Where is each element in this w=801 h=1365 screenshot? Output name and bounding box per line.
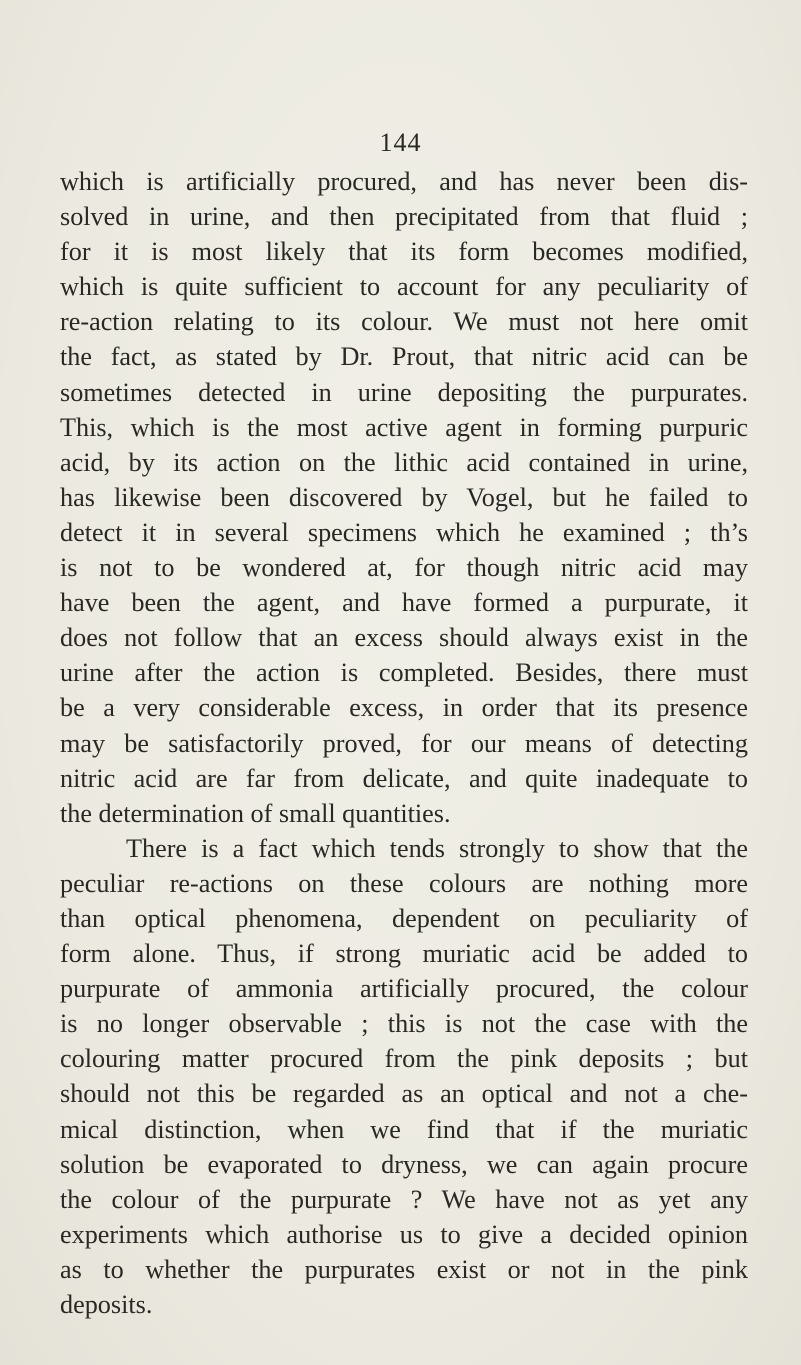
text-line: urine after the action is completed. Besides, there must (60, 658, 748, 688)
text-line: experiments which authorise us to give a decided opinion (60, 1219, 748, 1249)
text-line: be a very considerable excess, in order that its presence (60, 693, 748, 723)
text-line: colouring matter procured from the pink deposits ; but (60, 1044, 748, 1074)
text-line: nitric acid are far from delicate, and quite inadequate to (60, 763, 748, 793)
page-number: 144 (379, 128, 422, 157)
text-line: mical distinction, when we find that if the muriatic (60, 1114, 748, 1144)
paragraph-start-line: There is a fact which tends strongly to show that the (126, 833, 748, 863)
text-line: should not this be regarded as an optical and not a che- (60, 1079, 748, 1109)
text-line: than optical phenomena, dependent on peculiarity of (60, 903, 748, 933)
text-line: acid, by its action on the lithic acid contained in urine, (60, 447, 748, 477)
text-line: form alone. Thus, if strong muriatic acid be added to (60, 939, 748, 969)
text-line: is not to be wondered at, for though nitric acid may (60, 553, 748, 583)
text-line: detect it in several specimens which he examined ; th’s (60, 517, 748, 547)
text-line: peculiar re-actions on these colours are nothing more (60, 868, 748, 898)
text-line: the fact, as stated by Dr. Prout, that nitric acid can be (60, 342, 748, 372)
text-line: This, which is the most active agent in forming purpuric (60, 412, 748, 442)
text-line: is no longer observable ; this is not the case with the (60, 1009, 748, 1039)
text-line: for it is most likely that its form becomes modified, (60, 237, 748, 267)
paragraph-end-line: deposits. (60, 1290, 153, 1319)
text-line: solved in urine, and then precipitated from that fluid ; (60, 202, 748, 232)
text-line: as to whether the purpurates exist or not in the pink (60, 1254, 748, 1284)
text-line: solution be evaporated to dryness, we can again procure (60, 1149, 748, 1179)
text-line: the colour of the purpurate ? We have not as yet any (60, 1184, 748, 1214)
text-line: does not follow that an excess should always exist in the (60, 623, 748, 653)
paragraph-end-line: the determination of small quantities. (60, 798, 451, 828)
text-line: which is quite sufficient to account for any peculiarity of (60, 272, 748, 302)
text-line: sometimes detected in urine depositing the purpurates. (60, 377, 748, 407)
text-line: has likewise been discovered by Vogel, but he failed to (60, 482, 748, 512)
text-line: have been the agent, and have formed a purpurate, it (60, 588, 748, 618)
body-text (60, 164, 748, 1322)
text-line: may be satisfactorily proved, for our means of detecting (60, 728, 748, 758)
text-line: purpurate of ammonia artificially procured, the colour (60, 974, 748, 1004)
text-line: which is artificially procured, and has never been dis- (60, 167, 748, 196)
text-line: re-action relating to its colour. We must not here omit (60, 307, 748, 337)
